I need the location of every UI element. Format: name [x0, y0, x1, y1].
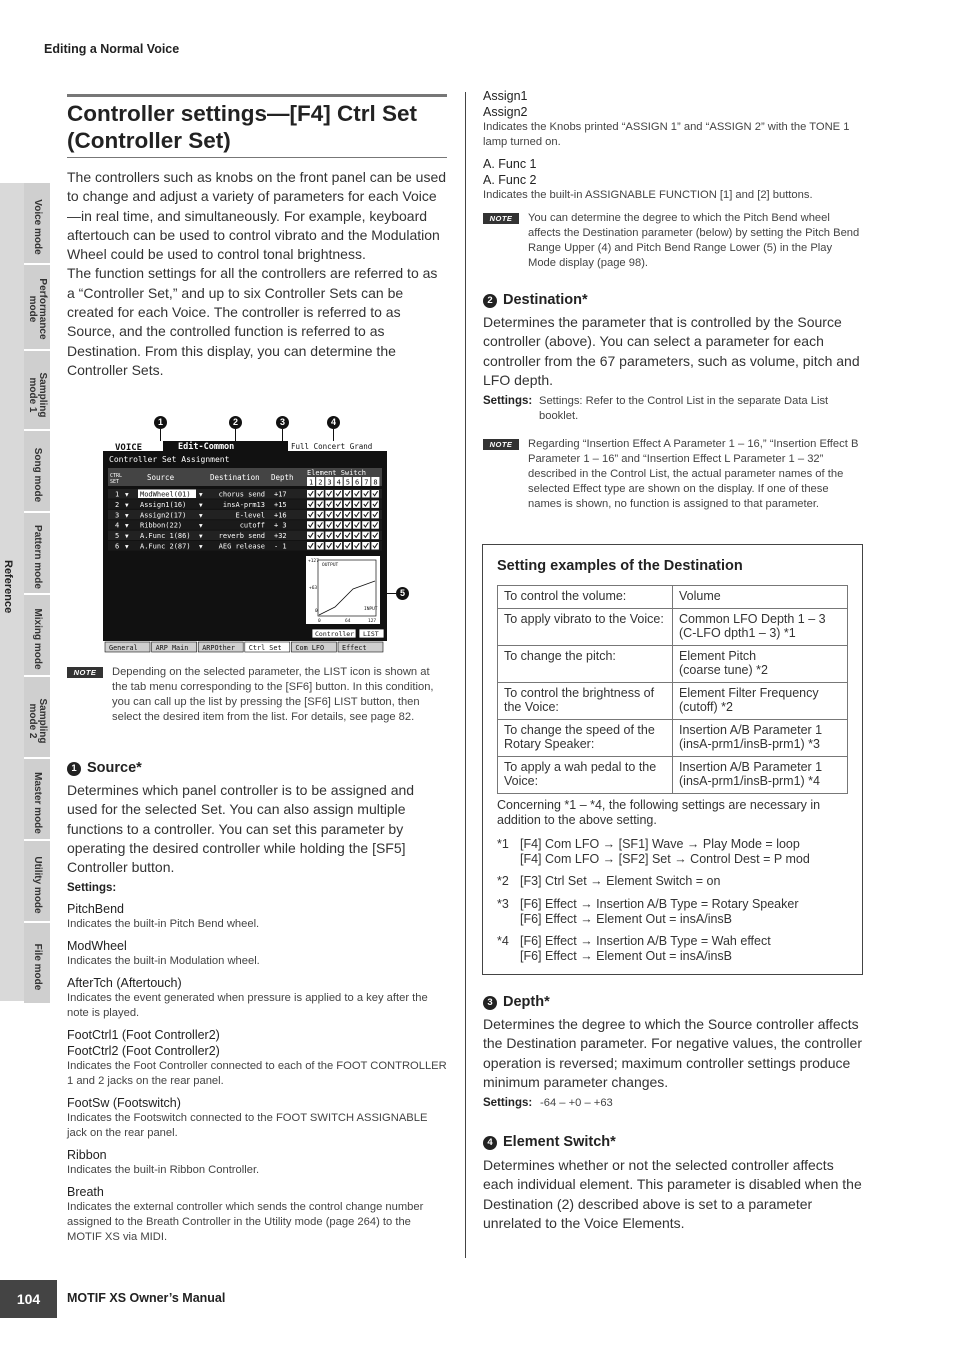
source-heading: 1 Source*	[67, 760, 142, 776]
svg-text:INPUT: INPUT	[364, 607, 378, 612]
settings-item-name: Breath	[67, 1185, 104, 1199]
table-cell: Common LFO Depth 1 – 3 (C-LFO dpth1 – 3) *1	[673, 608, 848, 645]
table-row	[498, 756, 848, 793]
lcd-row	[115, 511, 379, 520]
lcd-col-destination: Destination	[210, 473, 260, 482]
svg-text:+16: +16	[274, 511, 287, 520]
table-cell: Volume	[673, 586, 848, 609]
examples-box: Setting examples of the Destination To control the volume: Volume To apply vibrato to the Voice: Common LFO Depth 1 – 3 (C-LFO dpth1 – 3) *1 To change the pitch: Element Pitch (coarse tune) *2 To control the brightness of the Voice: Element Filter Frequency (cutoff) *2 To change the speed of the Rotary Speaker: Insertion A/B Parameter 1 (insA-prm1/insB-prm1) *3 To apply a wah pedal to the Voice: Insertion A/B Parameter 1 (insA-prm1/insB-prm1) *4 Concerning *1 – *4, the following settings are necessary in addition to the above setting. *1 [F4] Com LFO → [SF1] Wave → Play Mode = loop [F4] Com LFO → [SF2] Set → Control Dest = P mod *2 [F3] Ctrl Set → Element Switch = on *3 [F6] Effect → Insertion A/B Type = Rotary Speaker [F6] Effect → Element Out = insA/insB *4 [F6] Effect → Insertion A/B Type = Wah effect [F6] Effect → Element Out = insA/insB	[482, 544, 863, 975]
note-list-icon: Depending on the selected parameter, the LIST icon is shown at the tab menu corresponding to the [SF6] button. In this condition, you can call up the list by pressing the [SF6] LIST button, then select the desired item from the list. For details, see page 82.	[112, 666, 434, 723]
destination-settings: Settings: Refer to the Control List in the separate Data List booklet.	[539, 395, 829, 422]
settings-item-desc: Indicates the Knobs printed “ASSIGN 1” and “ASSIGN 2” with the TONE 1 lamp turned on.	[483, 121, 850, 148]
lcd-tab: Com LFO	[295, 644, 325, 652]
column-rule	[465, 92, 466, 1258]
side-tab: File mode	[24, 923, 50, 1005]
table-cell: To change the speed of the Rotary Speaker:	[498, 719, 673, 756]
callout-3: 3	[276, 416, 289, 429]
table-cell: To apply a wah pedal to the Voice:	[498, 756, 673, 793]
settings-item	[67, 1147, 447, 1178]
svg-text:Assign1(16): Assign1(16)	[140, 500, 187, 509]
number-badge: 2	[483, 294, 497, 308]
table-row	[498, 608, 848, 645]
depth-heading: 3 Depth*	[483, 994, 550, 1010]
side-tab: Performance mode	[24, 265, 50, 351]
table-cell: To apply vibrato to the Voice:	[498, 608, 673, 645]
lcd-tab: Ctrl Set	[248, 644, 282, 652]
source-settings-label: Settings:	[67, 882, 117, 894]
reference-label: Reference	[2, 560, 14, 614]
svg-text:▼: ▼	[125, 501, 129, 509]
element-switch-heading: 4 Element Switch*	[483, 1134, 616, 1150]
settings-item-desc: Indicates the built-in ASSIGNABLE FUNCTION [1] and [2] buttons.	[483, 189, 813, 201]
lcd-list-button: LIST	[363, 630, 379, 638]
settings-item-name: PitchBend	[67, 902, 124, 916]
settings-item	[67, 1095, 447, 1141]
svg-text:▼: ▼	[199, 501, 203, 509]
table-row	[498, 586, 848, 609]
svg-text:▼: ▼	[125, 512, 129, 520]
table-cell: Element Filter Frequency (cutoff) *2	[673, 682, 848, 719]
lcd-screen	[103, 441, 387, 653]
depth-settings-label: Settings:	[483, 1097, 533, 1109]
svg-text:Ribbon(22): Ribbon(22)	[140, 521, 183, 530]
settings-item-name: A. Func 2	[483, 173, 537, 187]
destination-heading: 2 Destination*	[483, 292, 588, 308]
side-tab: Mixing mode	[24, 595, 50, 677]
lcd-elem-num: 4	[336, 478, 341, 487]
lcd-elem-num: 7	[364, 478, 369, 487]
table-cell: To change the pitch:	[498, 645, 673, 682]
svg-text:127: 127	[368, 619, 377, 624]
settings-item-name: FootCtrl1 (Foot Controller2)	[67, 1028, 220, 1042]
svg-text:0: 0	[318, 619, 321, 624]
number-badge: 3	[483, 996, 497, 1010]
callout-1: 1	[154, 416, 167, 429]
settings-item-desc: Indicates the built-in Pitch Bend wheel.	[67, 918, 260, 930]
svg-text:A.Func 2(87): A.Func 2(87)	[140, 542, 191, 551]
manual-name: MOTIF XS Owner’s Manual	[67, 1291, 226, 1305]
table-row	[498, 682, 848, 719]
table-cell: Insertion A/B Parameter 1 (insA-prm1/insB-prm1) *4	[673, 756, 848, 793]
note-icon: NOTE	[483, 213, 519, 224]
lcd-voice-name: Full Concert Grand	[291, 442, 373, 451]
lcd-row	[115, 521, 379, 530]
svg-text:CTRL: CTRL	[110, 473, 123, 479]
lcd-mode: VOICE	[115, 443, 143, 453]
table-row	[498, 719, 848, 756]
svg-text:cutoff: cutoff	[239, 521, 265, 530]
note-icon: NOTE	[67, 667, 103, 678]
examples-table	[497, 585, 848, 794]
settings-item-name: A. Func 1	[483, 157, 537, 171]
settings-item	[67, 975, 447, 1021]
element-switch-text: Determines whether or not the selected controller affects each individual element. This parameter is disabled when the Destination (2) described above is set to a parameter unrelated to the Voice Elements.	[483, 1157, 862, 1231]
source-text: Determines which panel controller is to be assigned and used for the selected Set. You can also assign multiple functions to a controller. You can set this parameter by operating the desired controller while holding the [SF5] Controller button.	[67, 782, 415, 876]
page-title: Controller settings—[F4] Ctrl Set (Controller Set)	[67, 101, 418, 153]
lcd-tab: Effect	[342, 644, 367, 652]
svg-text:6: 6	[115, 542, 120, 551]
svg-text:A.Func 1(86): A.Func 1(86)	[140, 532, 191, 541]
destination-text: Determines the parameter that is controlled by the Source controller (above). You can select a parameter for each controller from the 67 parameters, such as volume, pitch and LFO depth.	[483, 314, 860, 388]
settings-item-name: FootSw (Footswitch)	[67, 1096, 181, 1110]
side-tab: Voice mode	[24, 183, 50, 265]
svg-text:+15: +15	[274, 500, 287, 509]
table-cell: Element Pitch (coarse tune) *2	[673, 645, 848, 682]
lcd-tab: General	[109, 644, 138, 652]
note-pitch-bend: You can determine the degree to which the Pitch Bend wheel affects the Destination parameter (below) by setting the Pitch Bend Range Upper (4) and Pitch Bend Range Lower (5) in the Play Mode display (page 98).	[528, 212, 860, 269]
svg-text:▼: ▼	[199, 543, 203, 551]
settings-item-name: ModWheel	[67, 939, 127, 953]
number-badge: 1	[67, 762, 81, 776]
svg-text:▼: ▼	[199, 522, 203, 530]
svg-text:Assign2(17): Assign2(17)	[140, 511, 187, 520]
side-tab: Master mode	[24, 759, 50, 841]
settings-item-desc: Indicates the Foot Controller connected to each of the FOOT CONTROLLER 1 and 2 jacks on the rear panel.	[67, 1060, 447, 1087]
lcd-elem-num: 5	[345, 478, 351, 487]
note-insertion-effect: Regarding “Insertion Effect A Parameter 1 – 16,” “Insertion Effect B Parameter 1 – 16” and “Insertion Effect L Parameter 1 – 32” described in the Control List, the actual parameter names of the selected Effect type are shown on the display. If one of these names is shown, no function is assigned to that parameter.	[528, 438, 859, 510]
svg-text:5: 5	[115, 532, 120, 541]
lcd-elem-num: 1	[309, 478, 314, 487]
callout-5: 5	[396, 587, 409, 600]
lcd-row	[115, 532, 379, 541]
svg-text:▼: ▼	[125, 491, 129, 499]
svg-text:▼: ▼	[199, 491, 203, 499]
lcd-col-source: Source	[147, 473, 175, 482]
svg-text:OUTPUT: OUTPUT	[322, 563, 339, 568]
settings-item	[67, 1027, 447, 1089]
settings-item	[67, 901, 447, 932]
lcd-col-element: Element Switch	[307, 469, 367, 477]
svg-text:ModWheel(01): ModWheel(01)	[140, 490, 191, 499]
intro-text: The controllers such as knobs on the front panel can be used to change and adjust a variety of parameters for each Voice—in real time, and simultaneously. For example, keyboard aftertouch can be used to control vibrato and the Modulation Wheel could be used to control tonal brightness. The function settings for all the controllers are referred to as a “Controller Set,” and up to six Controller Sets can be created for each Voice. The controller is referred to as Source, and the controlled function is referred to as Destination. From this display, you can determine the Controller Sets.	[67, 169, 447, 378]
svg-text:SET: SET	[110, 479, 120, 485]
side-tab: Sampling mode 1	[24, 351, 50, 431]
source-settings-list-cont	[483, 88, 863, 209]
page-number: 104	[0, 1280, 57, 1318]
settings-item	[483, 156, 863, 203]
depth-text: Determines the degree to which the Source controller affects the Destination parameter. For negative values, the controller operation is reversed; maximum controller settings produce minimum parameter changes.	[483, 1016, 862, 1090]
source-settings-list	[67, 901, 447, 1251]
svg-text:▼: ▼	[199, 512, 203, 520]
lcd-panel-title: Controller Set Assignment	[109, 455, 230, 464]
svg-text:E-level: E-level	[235, 511, 265, 520]
callout-4: 4	[327, 416, 340, 429]
svg-text:+32: +32	[274, 532, 287, 541]
svg-text:▼: ▼	[125, 522, 129, 530]
svg-text:reverb send: reverb send	[218, 532, 265, 541]
svg-text:+ 3: + 3	[274, 521, 287, 530]
examples-title: Setting examples of the Destination	[497, 558, 743, 574]
lcd-elem-num: 6	[355, 478, 360, 487]
table-cell: To control the brightness of the Voice:	[498, 682, 673, 719]
svg-text:+17: +17	[274, 490, 287, 499]
svg-text:chorus send: chorus send	[218, 490, 265, 499]
number-badge: 4	[483, 1136, 497, 1150]
lcd-controller-button: Controller	[315, 630, 355, 638]
side-tab: Pattern mode	[24, 513, 50, 595]
side-tab: Sampling mode 2	[24, 677, 50, 759]
settings-item-name: FootCtrl2 (Foot Controller2)	[67, 1044, 220, 1058]
settings-item	[67, 1184, 447, 1245]
lcd-col-depth: Depth	[271, 473, 294, 482]
svg-text:▼: ▼	[125, 543, 129, 551]
svg-text:1: 1	[115, 490, 120, 499]
svg-text:0: 0	[315, 609, 318, 614]
svg-text:2: 2	[115, 500, 120, 509]
settings-item	[67, 938, 447, 969]
lcd-elem-num: 8	[373, 478, 378, 487]
note-icon: NOTE	[483, 439, 519, 450]
title-rule	[67, 94, 447, 97]
svg-text:4: 4	[115, 521, 120, 530]
settings-item-name: AfterTch (Aftertouch)	[67, 976, 182, 990]
svg-text:64: 64	[345, 619, 351, 624]
depth-settings: -64 – +0 – +63	[540, 1097, 613, 1109]
settings-item-name: Assign2	[483, 105, 528, 119]
side-tab: Song mode	[24, 431, 50, 513]
svg-text:+127: +127	[308, 559, 319, 564]
settings-item-name: Ribbon	[67, 1148, 107, 1162]
settings-item-desc: Indicates the Footswitch connected to the FOOT SWITCH ASSIGNABLE jack on the rear panel.	[67, 1112, 428, 1139]
settings-item-desc: Indicates the built-in Ribbon Controller.	[67, 1164, 260, 1176]
svg-text:insA-prm13: insA-prm13	[222, 500, 265, 509]
settings-item-desc: Indicates the external controller which sends the control change number assigned to the Breath Controller in the Utility mode (page 264) to the MOTIF XS via MIDI.	[67, 1201, 424, 1243]
svg-text:- 1: - 1	[274, 542, 287, 551]
title-rule	[67, 157, 447, 158]
svg-text:▼: ▼	[125, 533, 129, 541]
table-row	[498, 645, 848, 682]
svg-text:+63: +63	[309, 586, 318, 591]
svg-text:3: 3	[115, 511, 120, 520]
lcd-row	[115, 542, 379, 551]
table-cell: To control the volume:	[498, 586, 673, 609]
lcd-edit: Edit-Common	[178, 442, 235, 452]
svg-text:▼: ▼	[199, 533, 203, 541]
lcd-elem-num: 2	[318, 478, 323, 487]
svg-text:AEG release: AEG release	[218, 542, 265, 551]
lcd-row	[115, 490, 379, 499]
settings-item-desc: Indicates the built-in Modulation wheel.	[67, 955, 260, 967]
lcd-tab: ARPOther	[202, 644, 235, 652]
destination-settings-label: Settings:	[483, 395, 533, 407]
settings-item-name: Assign1	[483, 89, 528, 103]
lcd-elem-num: 3	[327, 478, 332, 487]
table-cell: Insertion A/B Parameter 1 (insA-prm1/insB-prm1) *3	[673, 719, 848, 756]
examples-concerning: Concerning *1 – *4, the following settings are necessary in addition to the above setting.	[497, 798, 821, 827]
callout-2: 2	[229, 416, 242, 429]
settings-item	[483, 88, 863, 150]
lcd-row	[115, 500, 379, 509]
side-tab: Utility mode	[24, 841, 50, 923]
settings-item-desc: Indicates the event generated when pressure is applied to a key after the note is played.	[67, 992, 428, 1019]
running-header: Editing a Normal Voice	[44, 42, 180, 56]
lcd-tab: ARP Main	[155, 644, 189, 652]
